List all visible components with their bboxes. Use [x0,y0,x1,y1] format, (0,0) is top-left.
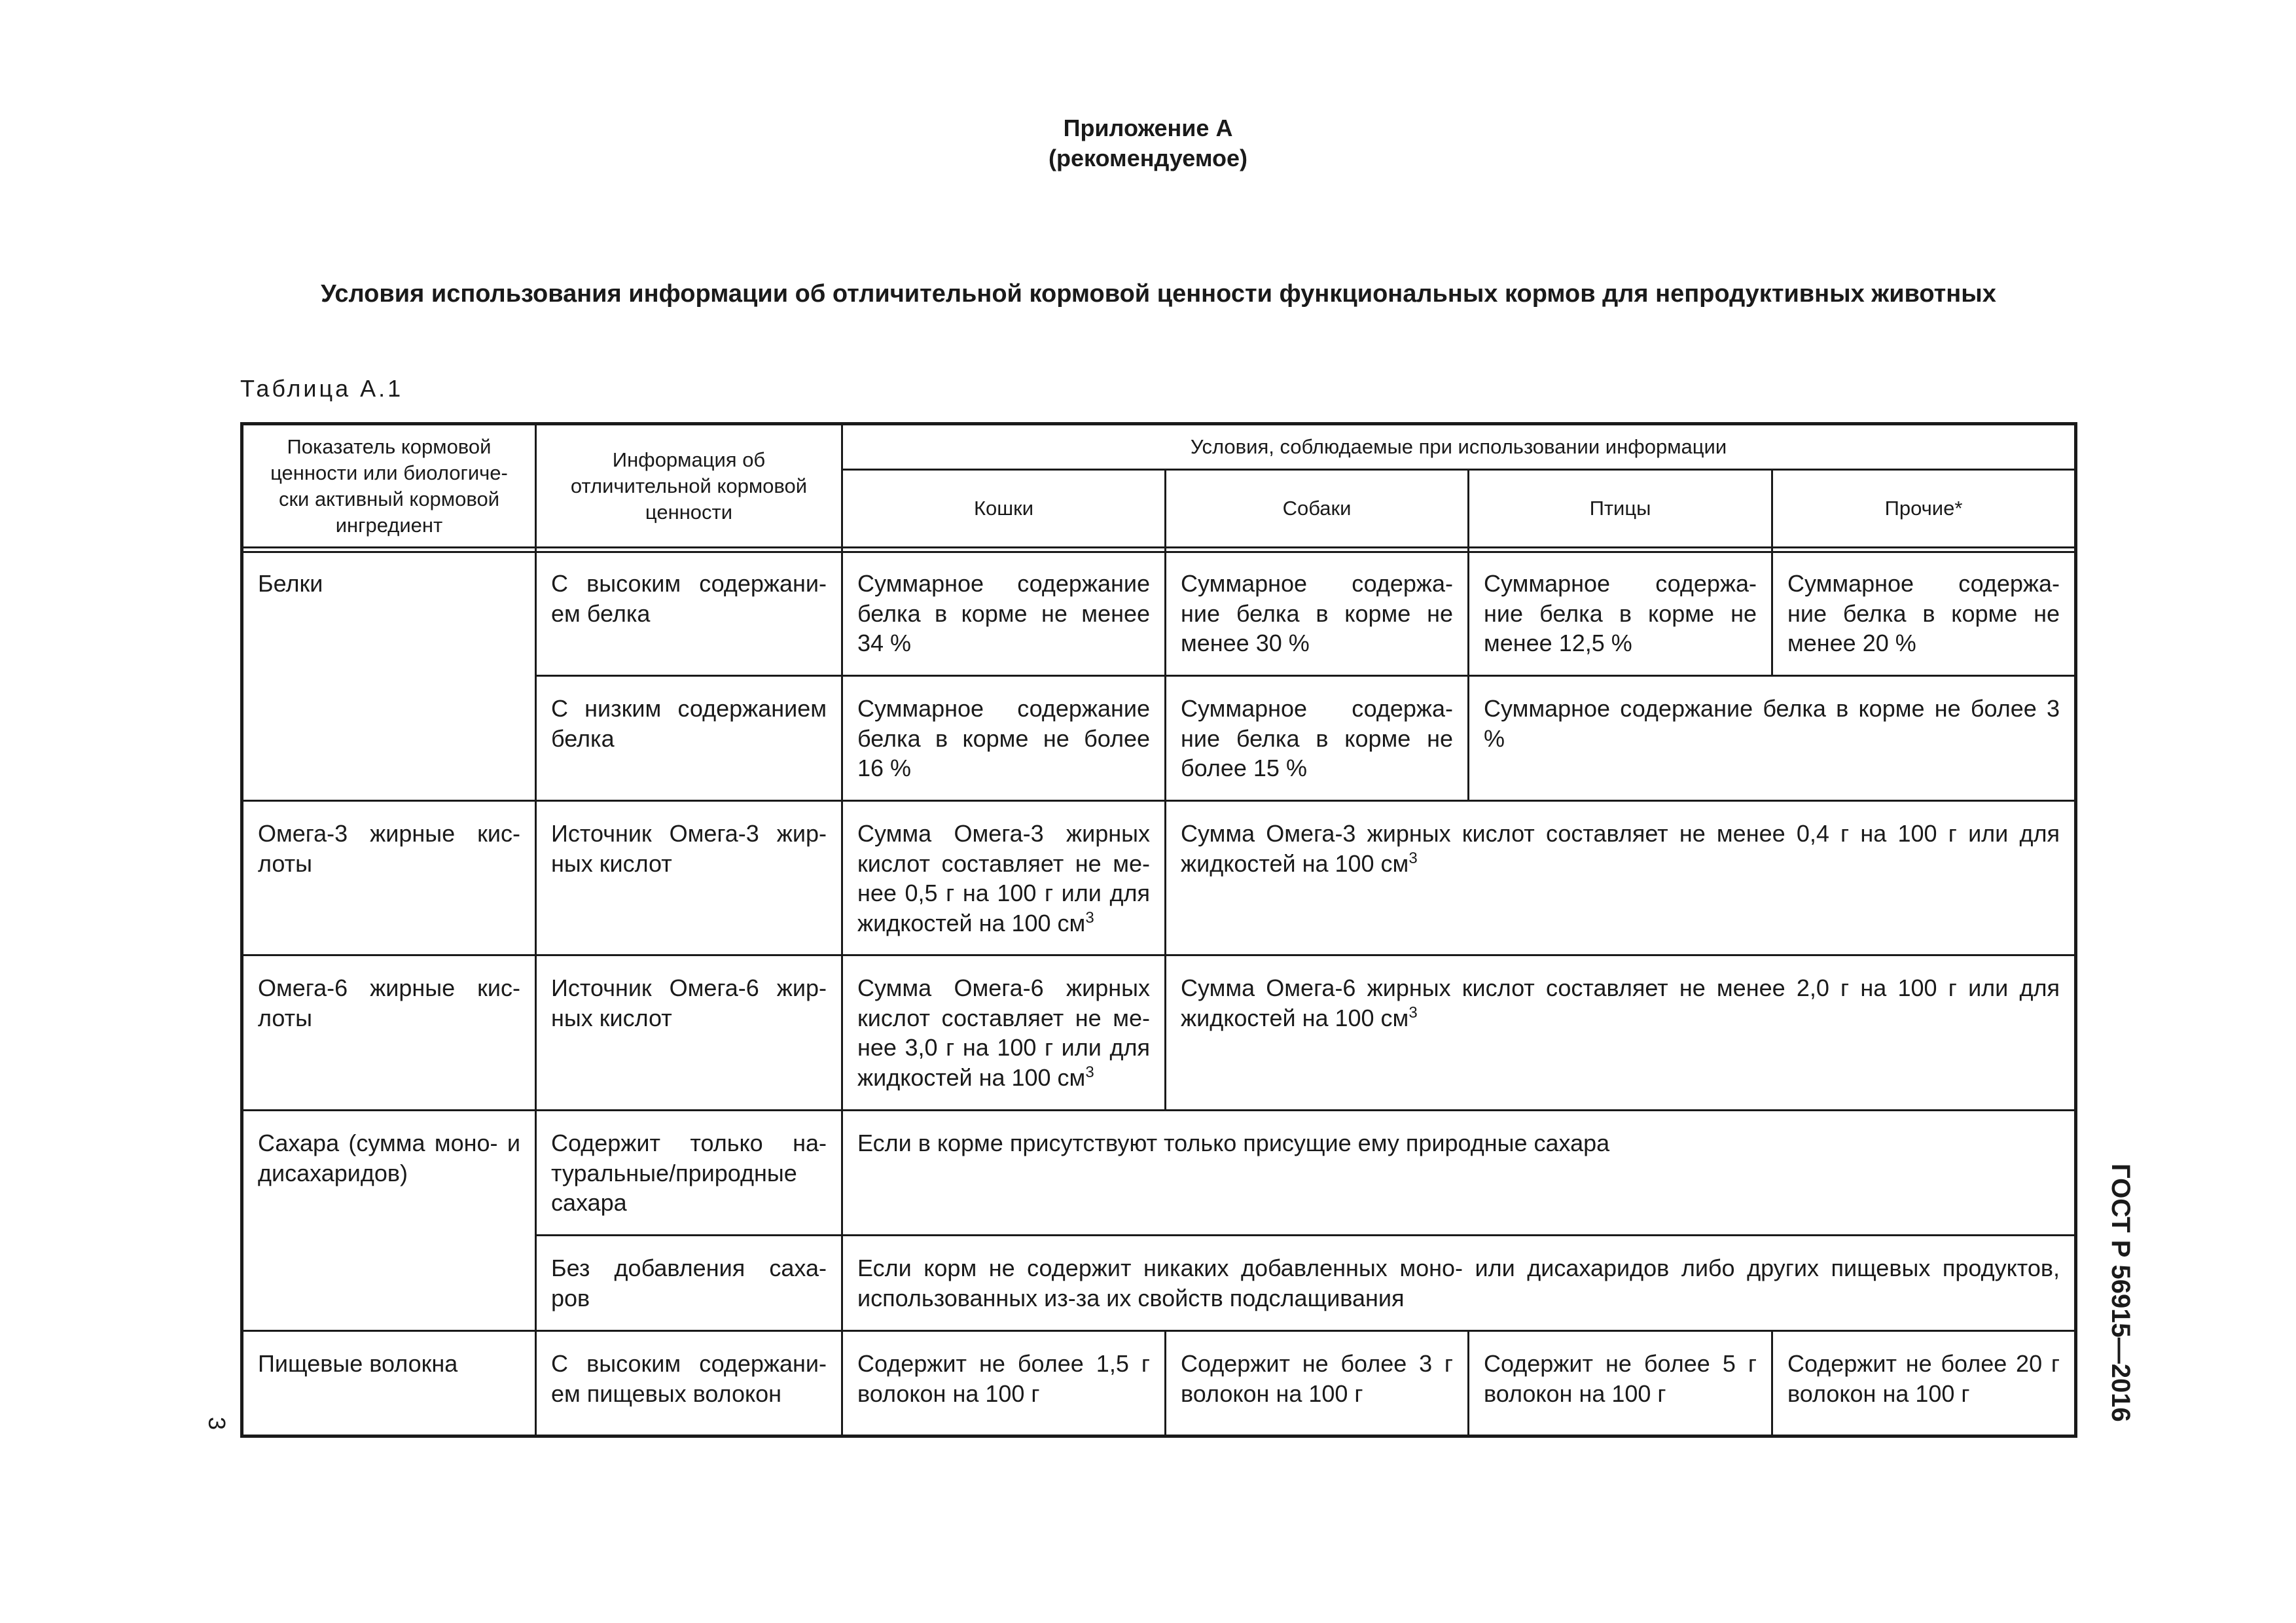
omega3-cats [843,819,1164,938]
fiber-dogs: Содержит не более 3 г волокон на 100 г [1181,1350,1453,1407]
omega3-others [1166,819,2074,878]
omega3-others-unit-exponent: 3 [1408,849,1418,867]
omega6-info: Источник Омега-6 жир-ных кислот [551,974,827,1031]
protein-high-info: С высоким содержани-ем белка [551,570,827,627]
header-cats: Кошки [973,497,1034,520]
omega3-indicator: Омега-3 жирные кис-лоты [258,820,520,877]
fiber-indicator: Пищевые волокна [258,1350,458,1377]
omega6-cats-unit-exponent: 3 [1085,1063,1094,1081]
sugars-no-added-condition: Если корм не содержит никаких добавленных моно- или дисахаридов либо других пищевых продуктов, использованных из-за их свойств подслащивания [857,1255,2060,1311]
protein-high-other: Суммарное содержа-ние белка в корме не менее 20 % [1787,570,2060,656]
protein-low-birds-other: Суммарное содержание белка в корме не более 3 % [1484,695,2060,752]
omega6-cats-text: Сумма Омега-6 жирных кислот составляет не ме-нее 3,0 г на 100 г или для жидкостей на 100 см [857,974,1150,1091]
header-bottom-line [240,551,2077,553]
page-number: 3 [204,1417,230,1431]
row-line [535,675,2075,677]
sugars-natural-info: Содержит только на-туральные/природные сахара [551,1130,827,1216]
header-info: Информация об отличительной кормовой ценности [570,448,808,524]
protein-low-cats: Суммарное содержание белка в корме не более 16 % [857,695,1150,781]
omega6-others [1166,973,2074,1033]
document-title: Условия использования информации об отличительной кормовой ценности функциональных кормов для непродуктивных животных [321,280,1996,308]
fiber-cats: Содержит не более 1,5 г волокон на 100 г [857,1350,1150,1407]
table-caption: Таблица А.1 [240,375,404,402]
header-dogs: Собаки [1282,497,1352,520]
row-line [242,1330,2075,1332]
omega6-cats [843,973,1164,1092]
fiber-birds: Содержит не более 5 г волокон на 100 г [1484,1350,1757,1407]
sugars-indicator: Сахара (сумма моно- и дисахаридов) [258,1130,520,1186]
row-line [242,954,2075,956]
omega3-others-text: Сумма Омега-3 жирных кислот составляет не менее 0,4 г на 100 г или для жидкостей на 100 см [1181,820,2060,877]
fiber-info: С высоким содержани-ем пищевых волокон [551,1350,827,1407]
header-indicator: Показатель кормовой ценности или биологиче-ски активный кормовой ингредиент [270,435,508,537]
protein-indicator: Белки [258,570,323,597]
protein-low-dogs: Суммарное содержа-ние белка в корме не более 15 % [1181,695,1453,781]
appendix-title: Приложение А [1063,115,1233,141]
appendix-subtitle: (рекомендуемое) [1049,145,1247,171]
sugars-natural-condition: Если в корме присутствуют только присущие ему природные сахара [857,1130,1610,1156]
protein-high-cats: Суммарное содержание белка в корме не менее 34 % [857,570,1150,656]
omega6-indicator: Омега-6 жирные кис-лоты [258,974,520,1031]
row-line [242,800,2075,802]
omega6-others-unit-exponent: 3 [1408,1003,1418,1022]
omega3-info: Источник Омега-3 жир-ных кислот [551,820,827,877]
omega3-cats-text: Сумма Омега-3 жирных кислот составляет не ме-нее 0,5 г на 100 г или для жидкостей на 100 см [857,820,1150,936]
document-code: ГОСТ Р 56915—2016 [2106,1164,2135,1422]
header-conditions: Условия, соблюдаемые при использовании информации [1190,435,1727,458]
header-birds: Птицы [1589,497,1651,520]
row-line [535,1234,2075,1236]
omega3-cats-unit-exponent: 3 [1085,908,1094,927]
sugars-no-added-info: Без добавления саха-ров [551,1255,827,1311]
table-border-bottom [240,1435,2077,1438]
fiber-other: Содержит не более 20 г волокон на 100 г [1787,1350,2060,1407]
protein-high-birds: Суммарное содержа-ние белка в корме не менее 12,5 % [1484,570,1757,656]
protein-high-dogs: Суммарное содержа-ние белка в корме не менее 30 % [1181,570,1453,656]
row-line [242,1109,2075,1111]
protein-low-info: С низким содержанием белка [551,695,827,752]
header-other: Прочие* [1884,497,1963,520]
header-bottom-line [240,546,2077,548]
table-border-right [2074,422,2077,1438]
omega6-others-text: Сумма Омега-6 жирных кислот составляет не менее 2,0 г на 100 г или для жидкостей на 100 см [1181,974,2060,1031]
